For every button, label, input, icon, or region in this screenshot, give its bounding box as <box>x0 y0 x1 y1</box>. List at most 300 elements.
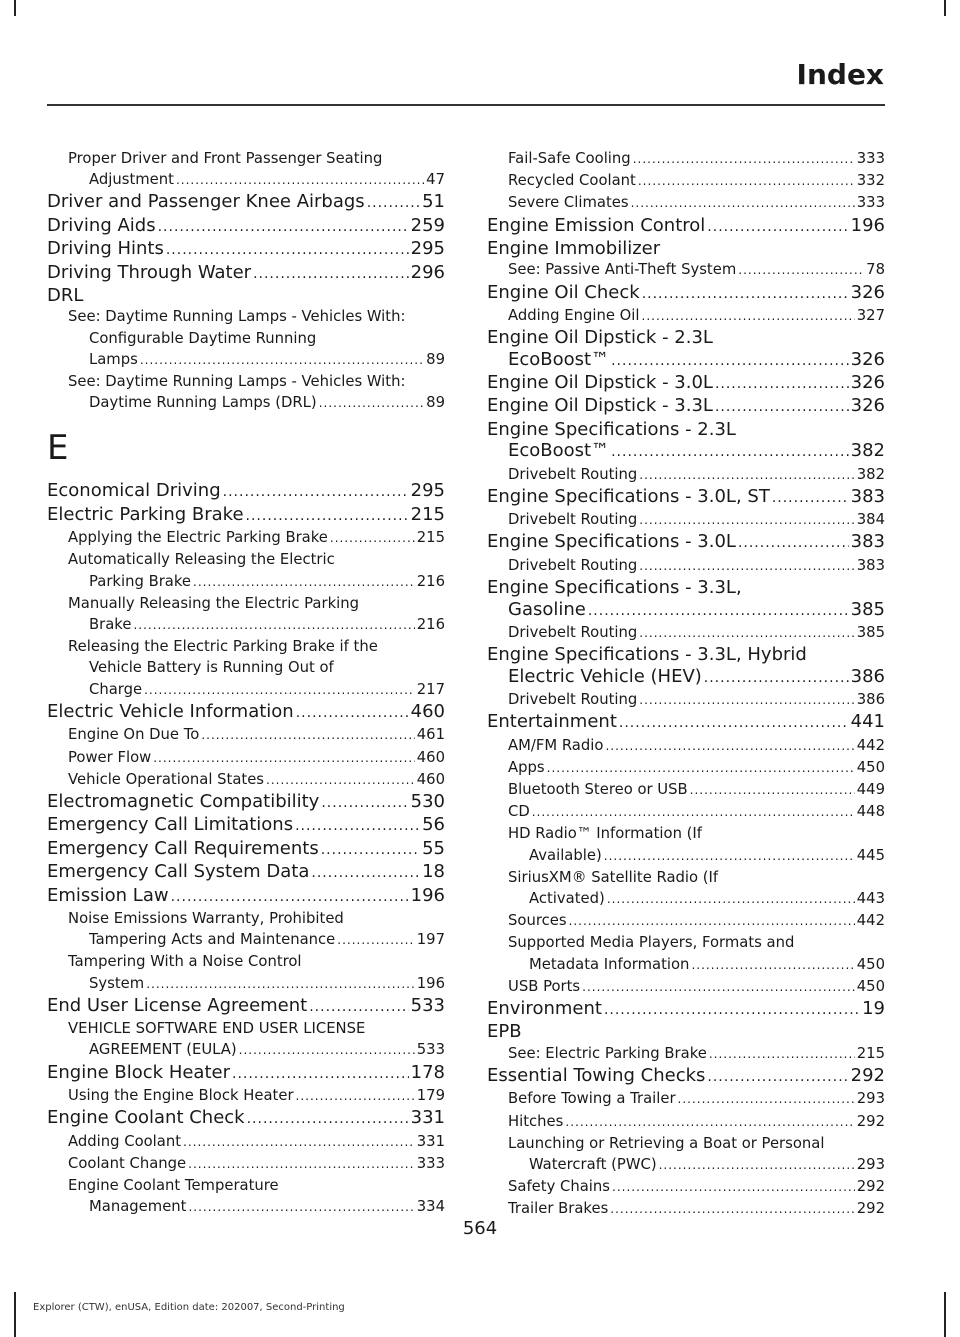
dot-leader <box>193 572 415 593</box>
index-entry[interactable] <box>47 814 445 837</box>
page-reference[interactable]: 449 <box>856 780 885 798</box>
page-reference[interactable]: 89 <box>426 350 445 368</box>
page-reference[interactable]: 215 <box>410 503 445 525</box>
index-subentry[interactable] <box>487 555 885 577</box>
index-subentry[interactable] <box>487 976 885 998</box>
entry-text: Adjustment <box>89 171 174 189</box>
index-subentry[interactable] <box>487 1043 885 1065</box>
entry-text: Safety Chains <box>508 1178 611 1196</box>
page-reference[interactable]: 331 <box>410 1107 445 1129</box>
page-title: Index <box>796 58 884 91</box>
page-reference[interactable]: 450 <box>856 758 885 776</box>
dot-leader <box>223 482 409 503</box>
page-reference[interactable]: 55 <box>422 837 445 859</box>
dot-leader <box>633 149 855 170</box>
page-reference[interactable]: 292 <box>856 1112 885 1130</box>
dot-leader <box>158 217 409 238</box>
dot-leader <box>607 889 855 910</box>
dot-leader <box>707 217 848 238</box>
page-reference[interactable]: 450 <box>856 977 885 995</box>
entry-text: See: Daytime Running Lamps - Vehicles With: <box>68 308 406 326</box>
entry-text: Engine Immobilizer <box>487 238 661 260</box>
index-subentry[interactable] <box>487 867 885 910</box>
index-entry[interactable] <box>487 998 885 1021</box>
entry-text: Metadata Information <box>529 955 690 973</box>
index-subentry[interactable] <box>47 1018 445 1061</box>
entry-text: USB Ports <box>508 977 581 995</box>
entry-text: Daytime Running Lamps (DRL) <box>89 394 317 412</box>
entry-text: Tampering Acts and Maintenance <box>89 931 336 949</box>
index-subentry[interactable] <box>487 689 885 711</box>
page-reference[interactable]: 448 <box>856 803 885 821</box>
dot-leader <box>367 193 420 214</box>
page-reference[interactable]: 441 <box>850 711 885 733</box>
dot-leader <box>337 930 414 951</box>
index-entry[interactable] <box>487 711 885 734</box>
index-entry[interactable] <box>47 701 445 724</box>
page-reference[interactable]: 445 <box>856 846 885 864</box>
dot-leader <box>188 1154 415 1175</box>
entry-text: Essential Towing Checks <box>487 1064 706 1086</box>
page-reference[interactable]: 326 <box>850 372 885 394</box>
dot-leader <box>738 260 864 281</box>
index-subentry[interactable] <box>487 148 885 170</box>
page-reference[interactable]: 326 <box>850 395 885 417</box>
crop-mark-bottom-right <box>944 1292 946 1337</box>
dot-leader <box>144 680 415 701</box>
entry-text: Severe Climates <box>508 194 629 212</box>
entry-text: CD <box>508 803 530 821</box>
index-subentry[interactable] <box>47 593 445 636</box>
entry-text: Hitches <box>508 1112 564 1130</box>
entry-text: Manually Releasing the Electric Parking <box>68 594 360 612</box>
entry-text: Engine Coolant Check <box>47 1107 245 1129</box>
entry-text: Electric Parking Brake <box>47 503 244 525</box>
dot-leader <box>639 510 854 531</box>
entry-text: Drivebelt Routing <box>508 465 638 483</box>
index-entry[interactable] <box>487 486 885 509</box>
index-entry[interactable] <box>487 577 885 622</box>
page-reference[interactable]: 334 <box>416 1198 445 1216</box>
dot-leader <box>201 725 414 746</box>
page-reference[interactable]: 443 <box>856 889 885 907</box>
entry-text: Charge <box>89 680 143 698</box>
page-reference[interactable]: 197 <box>416 931 445 949</box>
dot-leader <box>239 1040 415 1061</box>
dot-leader <box>266 770 415 791</box>
page-reference[interactable]: 196 <box>416 974 445 992</box>
entry-text: Engine Specifications - 3.3L, Hybrid <box>487 644 807 666</box>
page-reference[interactable]: 196 <box>410 884 445 906</box>
index-entry[interactable] <box>487 419 885 464</box>
page-reference[interactable]: 217 <box>416 680 445 698</box>
entry-text: Parking Brake <box>89 572 192 590</box>
index-entry[interactable] <box>47 504 445 527</box>
index-subentry[interactable] <box>47 527 445 549</box>
page-reference[interactable]: 51 <box>422 191 445 213</box>
dot-leader <box>619 713 849 734</box>
entry-text: Available) <box>529 846 602 864</box>
entry-text: Engine Oil Dipstick - 2.3L <box>487 327 713 349</box>
entry-text: Driving Hints <box>47 238 164 260</box>
dot-leader <box>319 393 424 414</box>
page-reference[interactable]: 533 <box>416 1041 445 1059</box>
index-subentry[interactable] <box>47 1153 445 1175</box>
page-reference[interactable]: 295 <box>410 480 445 502</box>
entry-text: Emergency Call Limitations <box>47 814 294 836</box>
page-reference[interactable]: 216 <box>416 616 445 634</box>
entry-text: Electric Vehicle (HEV) <box>508 665 702 687</box>
entry-text: EcoBoost™ <box>508 440 610 462</box>
entry-text: Engine Block Heater <box>47 1061 230 1083</box>
entry-text: System <box>89 974 145 992</box>
index-subentry[interactable] <box>47 951 445 994</box>
dot-leader <box>296 703 409 724</box>
index-subentry[interactable] <box>487 170 885 192</box>
entry-text: Launching or Retrieving a Boat or Personal <box>508 1134 825 1152</box>
page-reference[interactable]: 78 <box>866 261 885 279</box>
entry-text: EPB <box>487 1021 522 1043</box>
dot-leader <box>582 977 855 998</box>
index-entry[interactable] <box>487 644 885 689</box>
entry-text: See: Electric Parking Brake <box>508 1044 707 1062</box>
entry-text: Bluetooth Stereo or USB <box>508 780 688 798</box>
dot-leader <box>140 350 424 371</box>
page-reference[interactable]: 178 <box>410 1061 445 1083</box>
index-entry[interactable] <box>487 1021 885 1042</box>
page-reference[interactable]: 19 <box>862 997 885 1019</box>
index-subentry[interactable] <box>487 192 885 214</box>
entry-text: Engine Emission Control <box>487 214 706 236</box>
index-subentry[interactable] <box>487 932 885 975</box>
entry-text: SiriusXM® Satellite Radio (If <box>508 868 719 886</box>
index-subentry[interactable] <box>47 908 445 951</box>
dot-leader <box>330 528 415 549</box>
page-reference[interactable]: 18 <box>422 861 445 883</box>
index-subentry[interactable] <box>47 747 445 769</box>
entry-text: Engine Specifications - 3.0L, ST <box>487 485 770 507</box>
dot-leader <box>611 351 849 372</box>
entry-text: Activated) <box>529 889 605 907</box>
dot-leader <box>295 816 420 837</box>
dot-leader <box>604 846 855 867</box>
dot-leader <box>691 955 854 976</box>
page-reference[interactable]: 384 <box>856 511 885 529</box>
dot-leader <box>321 793 408 814</box>
entry-text: HD Radio™ Information (If <box>508 825 703 843</box>
index-subentry[interactable] <box>487 823 885 866</box>
entry-text: Brake <box>89 616 132 634</box>
crop-mark-bottom-left <box>14 1292 16 1337</box>
dot-leader <box>612 1177 855 1198</box>
entry-text: Sources <box>508 912 567 930</box>
entry-text: Vehicle Operational States <box>68 770 265 788</box>
index-subentry[interactable] <box>487 735 885 757</box>
dot-leader <box>569 911 855 932</box>
entry-text: Gasoline <box>508 598 586 620</box>
page-reference[interactable]: 460 <box>416 770 445 788</box>
entry-text: Automatically Releasing the Electric <box>68 551 335 569</box>
entry-text: DRL <box>47 285 84 307</box>
entry-text: Coolant Change <box>68 1154 187 1172</box>
entry-text: Before Towing a Trailer <box>508 1090 676 1108</box>
dot-leader <box>296 1086 415 1107</box>
dot-leader <box>246 506 409 527</box>
crop-mark-top-left <box>14 0 16 16</box>
dot-leader <box>253 264 409 285</box>
entry-text: Engine Specifications - 3.3L, <box>487 577 742 599</box>
index-subentry[interactable] <box>47 636 445 701</box>
index-subentry[interactable] <box>487 1111 885 1133</box>
dot-leader <box>247 1109 409 1130</box>
entry-text: EcoBoost™ <box>508 348 610 370</box>
page-reference[interactable]: 383 <box>850 485 885 507</box>
entry-text: Emission Law <box>47 884 169 906</box>
dot-leader <box>605 736 854 757</box>
index-entry[interactable] <box>487 1065 885 1088</box>
entry-text: Releasing the Electric Parking Brake if the <box>68 638 378 656</box>
index-subentry[interactable] <box>487 305 885 327</box>
entry-text: Engine Specifications - 2.3L <box>487 418 736 440</box>
page-reference[interactable]: 292 <box>850 1064 885 1086</box>
dot-leader <box>604 1000 860 1021</box>
dot-leader <box>738 533 849 554</box>
page-reference[interactable]: 196 <box>850 214 885 236</box>
dot-leader <box>166 240 409 261</box>
index-subentry[interactable] <box>47 306 445 371</box>
index-subentry[interactable] <box>487 1088 885 1110</box>
page-reference[interactable]: 292 <box>856 1178 885 1196</box>
index-subentry[interactable] <box>487 801 885 823</box>
dot-leader <box>690 780 855 801</box>
page-reference[interactable]: 450 <box>856 955 885 973</box>
entry-text: Engine Coolant Temperature <box>68 1176 279 1194</box>
index-subentry[interactable] <box>47 148 445 191</box>
entry-text: Configurable Daytime Running <box>89 329 317 347</box>
index-subentry[interactable] <box>487 622 885 644</box>
page-reference[interactable]: 383 <box>856 556 885 574</box>
dot-leader <box>715 397 849 418</box>
page-reference[interactable]: 292 <box>856 1200 885 1218</box>
entry-text: Using the Engine Block Heater <box>68 1086 294 1104</box>
index-letter-heading: E <box>47 428 69 469</box>
entry-text: Engine Oil Check <box>487 281 640 303</box>
page-reference[interactable]: 332 <box>856 172 885 190</box>
entry-text: AGREEMENT (EULA) <box>89 1041 237 1059</box>
entry-text: Power Flow <box>68 748 152 766</box>
crop-mark-top-right <box>944 0 946 16</box>
index-entry[interactable] <box>487 238 885 259</box>
page-reference[interactable]: 533 <box>410 994 445 1016</box>
entry-text: See: Passive Anti-Theft System <box>508 261 737 279</box>
page-reference[interactable]: 530 <box>410 790 445 812</box>
dot-leader <box>133 615 414 636</box>
page-reference[interactable]: 215 <box>856 1044 885 1062</box>
entry-text: Applying the Electric Parking Brake <box>68 529 328 547</box>
page-reference[interactable]: 293 <box>856 1156 885 1173</box>
page-reference[interactable]: 333 <box>856 150 885 167</box>
entry-text: Driver and Passenger Knee Airbags <box>47 191 365 213</box>
page-reference[interactable]: 442 <box>856 736 885 754</box>
index-subentry[interactable] <box>487 757 885 779</box>
edition-note: Explorer (CTW), enUSA, Edition date: 202007, Second-Printing <box>33 1302 345 1313</box>
dot-leader <box>678 1089 855 1110</box>
entry-text: End User License Agreement <box>47 994 308 1016</box>
index-entry[interactable] <box>47 262 445 285</box>
entry-text: AM/FM Radio <box>508 736 604 754</box>
page-reference[interactable]: 333 <box>856 194 885 212</box>
entry-text: Environment <box>487 997 602 1019</box>
page-reference[interactable]: 56 <box>422 814 445 836</box>
index-subentry[interactable] <box>47 1085 445 1107</box>
entry-text: See: Daytime Running Lamps - Vehicles With: <box>68 373 406 391</box>
entry-text: Proper Driver and Front Passenger Seating <box>68 150 383 167</box>
index-entry[interactable] <box>47 1062 445 1085</box>
entry-text: Economical Driving <box>47 480 221 502</box>
index-column-left <box>47 148 445 1218</box>
dot-leader <box>532 802 855 823</box>
index-entry[interactable] <box>487 215 885 238</box>
entry-text: Engine Specifications - 3.0L <box>487 531 736 553</box>
dot-leader <box>709 1044 855 1065</box>
entry-text: Apps <box>508 758 545 776</box>
dot-leader <box>588 601 849 622</box>
entry-text: Emergency Call Requirements <box>47 837 319 859</box>
page-reference[interactable]: 47 <box>426 171 445 189</box>
page-reference[interactable]: 295 <box>410 238 445 260</box>
entry-text: Recycled Coolant <box>508 172 636 190</box>
entry-text: Vehicle Battery is Running Out of <box>89 659 334 677</box>
dot-leader <box>642 306 855 327</box>
index-subentry[interactable] <box>47 1131 445 1153</box>
page-reference[interactable]: 326 <box>850 281 885 303</box>
dot-leader <box>176 170 424 191</box>
index-entry[interactable] <box>47 791 445 814</box>
index-subentry[interactable] <box>47 1175 445 1218</box>
page-reference[interactable]: 461 <box>416 726 445 744</box>
entry-text: Drivebelt Routing <box>508 556 638 574</box>
index-entry[interactable] <box>487 372 885 395</box>
dot-leader <box>146 974 415 995</box>
dot-leader <box>642 284 849 305</box>
page-reference[interactable]: 89 <box>426 394 445 412</box>
index-entry[interactable] <box>47 480 445 503</box>
index-entry[interactable] <box>47 885 445 908</box>
entry-text: Fail-Safe Cooling <box>508 150 631 167</box>
index-entry[interactable] <box>47 285 445 306</box>
entry-text: Noise Emissions Warranty, Prohibited <box>68 909 344 927</box>
index-subentry[interactable] <box>487 259 885 281</box>
entry-text: Adding Coolant <box>68 1132 182 1150</box>
entry-text: Entertainment <box>487 711 617 733</box>
index-entry[interactable] <box>47 238 445 261</box>
index-subentry[interactable] <box>47 549 445 592</box>
page-reference[interactable]: 386 <box>850 665 885 687</box>
page-reference[interactable]: 215 <box>416 529 445 547</box>
dot-leader <box>707 1067 848 1088</box>
index-entry[interactable] <box>47 215 445 238</box>
index-entry[interactable] <box>487 395 885 418</box>
index-entry[interactable] <box>47 838 445 861</box>
dot-leader <box>311 863 420 884</box>
page-reference[interactable]: 296 <box>410 261 445 283</box>
entry-text: Supported Media Players, Formats and <box>508 934 795 952</box>
page-reference[interactable]: 460 <box>416 748 445 766</box>
page-reference[interactable]: 331 <box>416 1132 445 1150</box>
page-reference[interactable]: 382 <box>856 465 885 483</box>
dot-leader <box>715 374 849 395</box>
page-reference[interactable]: 385 <box>850 598 885 620</box>
dot-leader <box>321 840 420 861</box>
page-reference[interactable]: 333 <box>416 1154 445 1172</box>
page-reference[interactable]: 259 <box>410 214 445 236</box>
dot-leader <box>611 442 849 463</box>
page-reference[interactable]: 383 <box>850 531 885 553</box>
dot-leader <box>639 623 854 644</box>
page-reference[interactable]: 385 <box>856 623 885 641</box>
index-subentry[interactable] <box>47 769 445 791</box>
index-column-right <box>487 148 885 1221</box>
dot-leader <box>547 758 855 779</box>
index-subentry[interactable] <box>487 464 885 486</box>
page-reference[interactable]: 293 <box>856 1090 885 1108</box>
dot-leader <box>639 690 854 711</box>
index-subentry[interactable] <box>487 509 885 531</box>
dot-leader <box>171 887 409 908</box>
dot-leader <box>631 193 855 214</box>
dot-leader <box>232 1064 409 1085</box>
entry-text: Drivebelt Routing <box>508 690 638 708</box>
page-number: 564 <box>462 1218 498 1239</box>
index-entry[interactable] <box>47 191 445 214</box>
page-reference[interactable]: 382 <box>850 440 885 462</box>
entry-text: Electric Vehicle Information <box>47 700 294 722</box>
page-reference[interactable]: 460 <box>410 700 445 722</box>
page-reference[interactable]: 327 <box>856 307 885 325</box>
index-subentry[interactable] <box>487 910 885 932</box>
entry-text: VEHICLE SOFTWARE END USER LICENSE <box>68 1020 366 1038</box>
dot-leader <box>638 171 855 192</box>
index-entry[interactable] <box>487 531 885 554</box>
index-entry[interactable] <box>47 861 445 884</box>
index-subentry[interactable] <box>487 1176 885 1198</box>
page-reference[interactable]: 442 <box>856 912 885 930</box>
dot-leader <box>772 488 849 509</box>
entry-text: Adding Engine Oil <box>508 307 640 325</box>
page-reference[interactable]: 179 <box>416 1086 445 1104</box>
index-entry[interactable] <box>487 282 885 305</box>
index-subentry[interactable] <box>487 779 885 801</box>
dot-leader <box>309 997 408 1018</box>
index-subentry[interactable] <box>47 724 445 746</box>
index-entry[interactable] <box>487 327 885 372</box>
page-reference[interactable]: 386 <box>856 690 885 708</box>
dot-leader <box>659 1155 855 1176</box>
dot-leader <box>565 1112 854 1133</box>
index-subentry[interactable] <box>487 1133 885 1176</box>
header-divider <box>47 104 885 106</box>
page-reference[interactable]: 216 <box>416 572 445 590</box>
index-entry[interactable] <box>47 1107 445 1130</box>
entry-text: Engine Oil Dipstick - 3.0L <box>487 372 713 394</box>
dot-leader <box>639 556 854 577</box>
dot-leader <box>153 748 415 769</box>
entry-text: Tampering With a Noise Control <box>68 953 302 971</box>
dot-leader <box>188 1197 414 1218</box>
page-reference[interactable]: 326 <box>850 348 885 370</box>
index-entry[interactable] <box>47 995 445 1018</box>
index-subentry[interactable] <box>47 371 445 414</box>
